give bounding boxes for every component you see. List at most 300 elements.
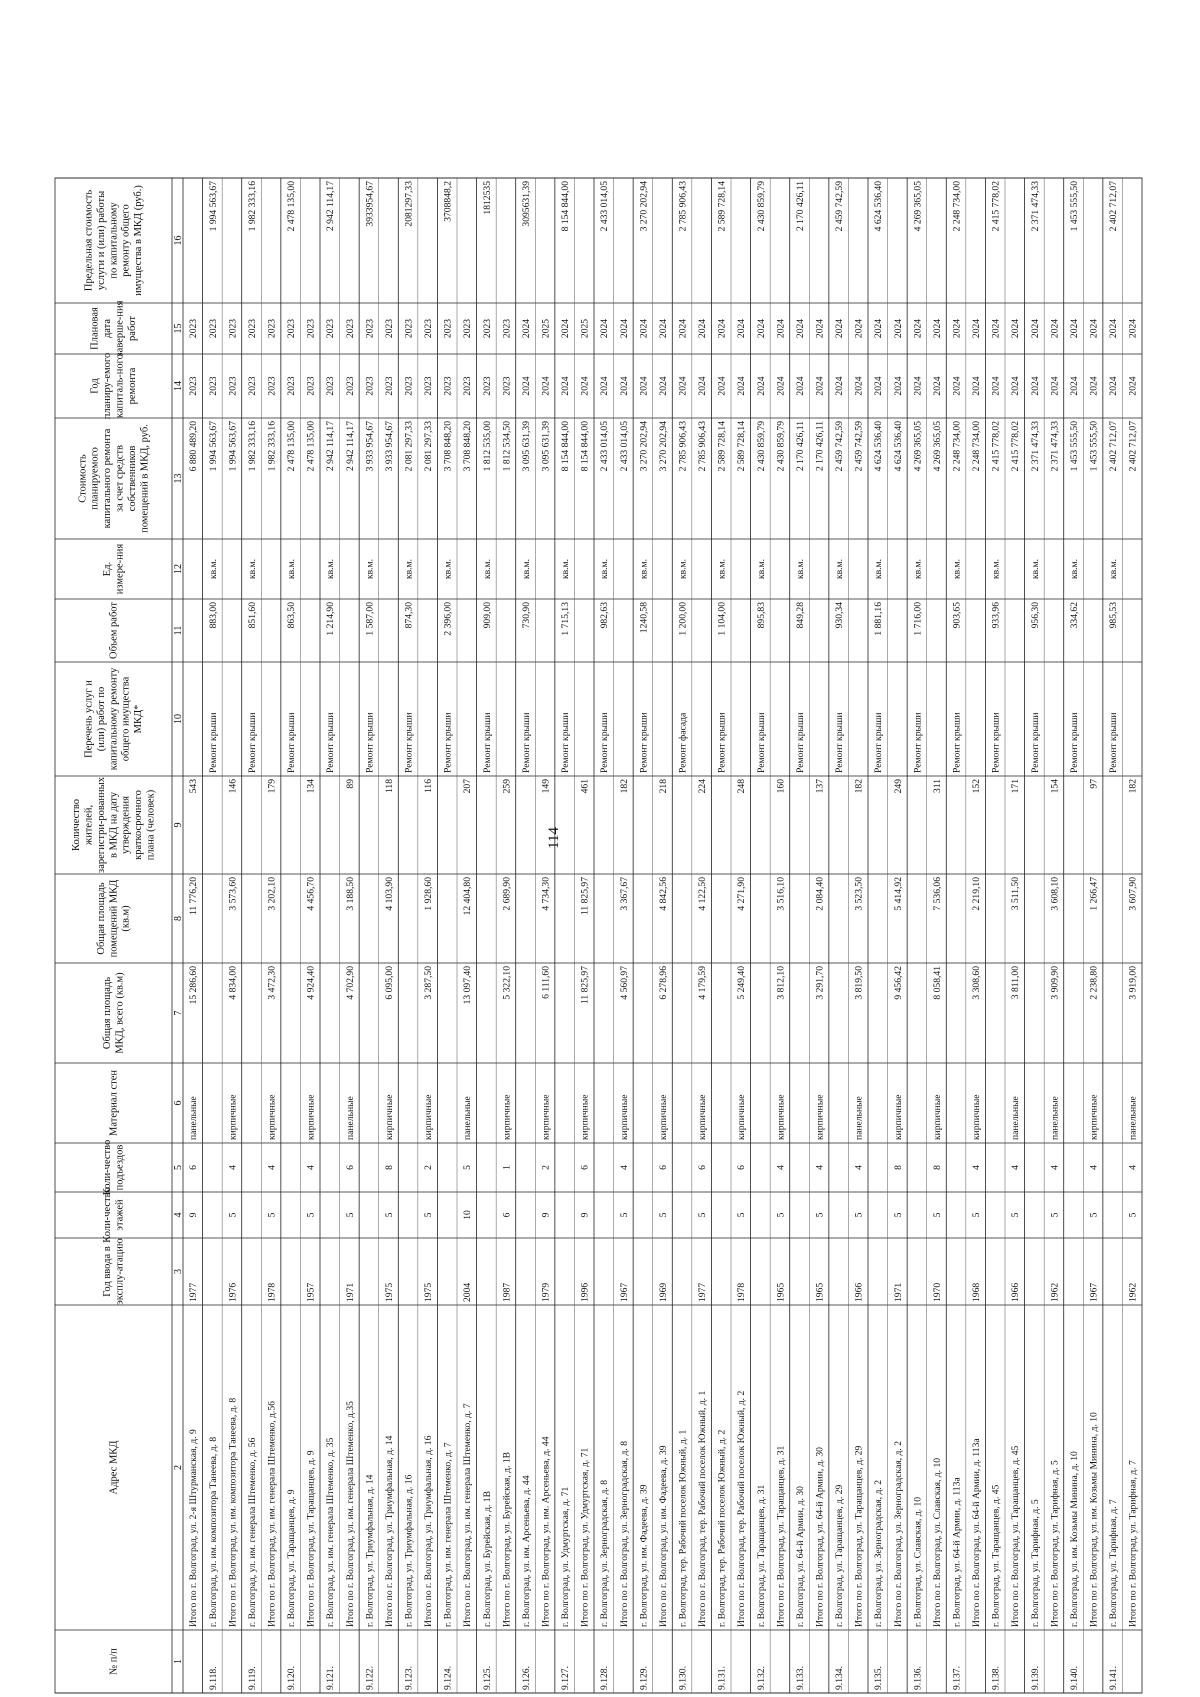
cell: 5 [971, 1212, 982, 1218]
cell: г. Волгоград, ул. им. генерала Штеменко, д. 7 [442, 1442, 454, 1627]
cell: 5 [462, 1165, 474, 1170]
cell: Ремонт крыши [246, 712, 258, 773]
cell: Ремонт крыши [794, 712, 806, 773]
cell: 134 [305, 779, 317, 794]
cell: 137 [814, 779, 826, 794]
cell: 6 [344, 1165, 356, 1170]
cell: 9.125. [481, 1666, 493, 1690]
cell: г. Волгоград, тер. Рабочий поселок Южный, д. 2 [716, 1429, 728, 1627]
cell: 2 589 728,14 [736, 421, 748, 472]
cell: 2024 [1068, 318, 1080, 339]
cell: 2 402 712,07 [1108, 421, 1119, 472]
cell: 1965 [775, 1282, 787, 1302]
cell: 3 270 202,94 [638, 181, 650, 232]
cell: 6 [501, 1212, 513, 1218]
cell: Итого по г. Волгоград, ул. Зерноградская, д. 2 [892, 1440, 904, 1627]
cell: 224 [697, 779, 708, 794]
cell: 1 982 333,16 [266, 421, 278, 472]
cell: 461 [579, 779, 591, 794]
cell: 9.140. [1068, 1666, 1080, 1690]
cell: 1969 [657, 1282, 669, 1302]
cell: 13 097,40 [462, 966, 474, 1005]
cell: 2024 [873, 376, 885, 396]
cell: 2024 [560, 318, 571, 339]
cell: 2023 [462, 318, 474, 339]
cell: 2025 [579, 318, 591, 339]
cell: 2024 [951, 318, 963, 339]
cell: 2023 [403, 376, 415, 396]
cell: 249 [892, 779, 904, 794]
cell: 3708848,2 [442, 181, 454, 222]
header-text: плана (человек) [145, 789, 157, 861]
header-text: имущества в МКД (руб.) [133, 185, 145, 296]
cell: г. Волгоград, ул. 64-й Армии, д. 30 [794, 1486, 806, 1627]
cell: 2024 [560, 376, 571, 396]
cell: 1 453 555,50 [1068, 421, 1080, 472]
header-text: зарегистри-рованных [95, 777, 107, 873]
cell: 2 170 426,11 [814, 421, 826, 472]
cell: 3 095 631,39 [540, 421, 552, 472]
cell: 3 708 848,20 [442, 421, 454, 472]
cell: кв.м. [873, 558, 885, 580]
cell: 1978 [266, 1282, 278, 1302]
cell: 2023 [344, 318, 356, 339]
header-text: Количество [71, 798, 83, 852]
cell: 118 [383, 779, 395, 794]
cell: 9.118. [207, 1666, 219, 1690]
cell: Ремонт крыши [286, 712, 297, 773]
cell: 4 [1010, 1165, 1022, 1170]
cell: кв.м. [364, 558, 376, 580]
cell: 5 [383, 1212, 395, 1218]
column-number: 10 [173, 714, 184, 724]
header-text: Предельная стоимость [83, 189, 95, 292]
header-text: Год [89, 378, 101, 394]
cell: кирпичные [736, 1094, 748, 1140]
cell: 1240,58 [638, 602, 650, 634]
header-text: Коли-чество [102, 1139, 114, 1196]
cell: 2 248 734,00 [971, 421, 982, 472]
cell: 2024 [1010, 376, 1022, 396]
cell: 2024 [990, 318, 1002, 339]
cell: Ремонт крыши [520, 712, 532, 773]
cell: Итого по г. Волгоград, ул. 2-я Штурманская, д. 9 [188, 1429, 200, 1627]
cell: 146 [227, 779, 239, 794]
cell: 1 266,47 [1088, 877, 1100, 911]
cell: 2025 [540, 318, 552, 339]
cell: 730,90 [520, 602, 532, 629]
cell: кв.м. [951, 558, 963, 580]
cell: 2024 [1029, 376, 1041, 396]
header-text: помещений МКД [108, 879, 120, 958]
cell: 11 825,97 [579, 966, 591, 1005]
cell: 3 607,90 [1127, 877, 1139, 911]
column-number: 6 [173, 1100, 184, 1106]
cell: 2 402 712,07 [1127, 421, 1139, 472]
cell: г. Волгоград, ул. 64-й Армии, д. 113а [951, 1477, 963, 1627]
cell: 149 [540, 779, 552, 794]
cell: Итого по г. Волгоград, ул. Тарифная, д. 5 [1049, 1460, 1061, 1627]
cell: 1978 [736, 1282, 748, 1302]
cell: 6 [579, 1165, 591, 1170]
cell: панельные [1127, 1096, 1139, 1140]
cell: 1 214,90 [325, 602, 337, 636]
cell: 4 269 365,05 [912, 421, 924, 472]
cell: 154 [1049, 779, 1061, 794]
cell: 2 430 859,79 [755, 181, 767, 232]
header-cell [108, 1070, 119, 1136]
cell: 1812535 [481, 181, 493, 215]
cell: кв.м. [481, 558, 493, 580]
cell: 2023 [344, 376, 356, 396]
cell: 1 715,13 [560, 602, 571, 636]
column-number: 3 [173, 1269, 184, 1274]
cell: кв.м. [560, 558, 571, 580]
cell: 3 472,30 [266, 966, 278, 1000]
cell: 4 560,97 [618, 966, 630, 1000]
cell: 8 154 844,00 [560, 181, 571, 232]
cell: 9.126. [520, 1666, 532, 1690]
cell: 2024 [892, 376, 904, 396]
cell: 2 248 734,00 [951, 181, 963, 232]
column-number: 12 [173, 564, 184, 574]
cell: 182 [618, 779, 630, 794]
cell: 2023 [383, 318, 395, 339]
cell: 10 [462, 1210, 474, 1220]
cell: 3 511,50 [1010, 877, 1022, 911]
cell: 5 [1049, 1212, 1061, 1218]
cell: 2024 [520, 318, 532, 339]
cell: 2024 [971, 376, 982, 396]
header-text: Объем работ [108, 602, 120, 659]
cell: 1 881,16 [873, 602, 885, 636]
cell: 2024 [697, 318, 708, 339]
cell: 2024 [1049, 318, 1061, 339]
header-cell [108, 1648, 119, 1675]
cell: Ремонт крыши [912, 712, 924, 773]
cell: 2024 [912, 318, 924, 339]
header-text: Стоимость [77, 454, 89, 503]
cell: 116 [423, 779, 434, 794]
cell: 2024 [579, 376, 591, 396]
cell: 9.141. [1108, 1666, 1119, 1690]
header-text: планиру-емого [102, 352, 114, 420]
cell: 2024 [677, 318, 689, 339]
cell: 2024 [716, 318, 728, 339]
header-text: капитального ремонта [102, 428, 114, 529]
cell: 1 982 333,16 [246, 181, 258, 232]
cell: 5 [423, 1212, 434, 1218]
cell: 6 [657, 1165, 669, 1170]
cell: Итого по г. Волгоград, ул. 64-й Армии, д. 113а [971, 1438, 982, 1627]
cell: 2 785 906,43 [697, 421, 708, 472]
cell: 4 179,59 [697, 966, 708, 1000]
cell: 3 095 631,39 [520, 421, 532, 472]
cell: Итого по г. Волгоград, ул. Триумфальная, д. 14 [383, 1435, 395, 1627]
cell: 849,28 [794, 602, 806, 629]
cell: 4 624 536,40 [892, 421, 904, 472]
cell: 97 [1088, 779, 1100, 789]
cell: 3 608,10 [1049, 877, 1061, 911]
header-text: услуги и (или) работы [95, 190, 107, 291]
cell: 2 402 712,07 [1108, 181, 1119, 232]
cell: 2024 [1127, 318, 1139, 339]
cell: Итого по г. Волгоград, ул. Триумфальная, д. 16 [423, 1435, 434, 1627]
cell: 2024 [814, 318, 826, 339]
cell: г. Волгоград, ул. Триумфальная, д. 16 [403, 1474, 415, 1627]
cell: 7 536,06 [931, 877, 943, 911]
cell: Итого по г. Волгоград, ул. им. генерала Штеменко, д.35 [344, 1401, 356, 1627]
cell: кирпичные [540, 1094, 552, 1140]
cell: 9.131. [716, 1666, 728, 1690]
cell: Итого по г. Волгоград, ул. Таращанцев, д. 9 [305, 1450, 317, 1627]
cell: г. Волгоград, ул. Таращанцев, д. 29 [834, 1484, 845, 1627]
cell: 1 994 563,67 [227, 421, 239, 472]
cell: Итого по г. Волгоград, ул. Бурейская, д. 1В [501, 1451, 513, 1627]
cell: 8 [383, 1165, 395, 1170]
cell: кв.м. [403, 558, 415, 580]
cell: 933,96 [990, 602, 1002, 629]
cell: 2081297,33 [403, 181, 415, 227]
header-text: капитальному ремонту [108, 667, 120, 771]
column-number: 4 [173, 1212, 184, 1218]
cell: 4 624 536,40 [873, 421, 885, 472]
header-text: по капитальному [108, 202, 120, 279]
cell: 4 [1088, 1165, 1100, 1170]
header-text: ремонту общего [120, 204, 132, 277]
cell: Ремонт крыши [716, 712, 728, 773]
header-text: этажей [114, 1199, 126, 1231]
cell: кв.м. [794, 558, 806, 580]
cell: 2024 [990, 376, 1002, 396]
cell: 2 219,10 [971, 877, 982, 911]
cell: 1977 [188, 1282, 200, 1302]
cell: 2024 [814, 376, 826, 396]
cell: г. Волгоград, ул. Бурейская, д. 1В [481, 1491, 493, 1627]
cell: 2 459 742,59 [834, 421, 845, 472]
cell: 9.122. [364, 1666, 376, 1690]
header-text: (кв.м) [120, 905, 132, 932]
cell: 5 [853, 1212, 865, 1218]
cell: 2023 [305, 318, 317, 339]
cell: 1 104,00 [716, 602, 728, 636]
cell: кв.м. [442, 558, 454, 580]
cell: 8 058,41 [931, 966, 943, 1000]
cell: 2024 [618, 376, 630, 396]
cell: 2 248 734,00 [951, 421, 963, 472]
cell: кв.м. [990, 558, 1002, 580]
cell: 2004 [462, 1282, 474, 1302]
cell: 4 [266, 1165, 278, 1170]
cell: 2 170 426,11 [794, 181, 806, 232]
cell: 1957 [305, 1282, 317, 1302]
cell: 6 [736, 1165, 748, 1170]
cell: Итого по г. Волгоград, ул. Таращанцев, д. 45 [1010, 1445, 1022, 1627]
header-text: работ [126, 316, 138, 341]
cell: 9.127. [560, 1666, 571, 1690]
cell: кв.м. [286, 558, 297, 580]
cell: кирпичные [775, 1094, 787, 1140]
header-text: МКД, всего (кв.м) [114, 972, 126, 1054]
cell: кирпичные [501, 1094, 513, 1140]
cell: кирпичные [305, 1094, 317, 1140]
cell: 1967 [1088, 1282, 1100, 1302]
cell: 2 478 135,00 [305, 421, 317, 472]
cell: 2023 [286, 318, 297, 339]
header-text: собственников [126, 445, 138, 512]
cell: 2024 [736, 318, 748, 339]
cell: кирпичные [423, 1094, 434, 1140]
cell: кирпичные [266, 1094, 278, 1140]
cell: 4 [227, 1165, 239, 1170]
cell: 1962 [1049, 1282, 1061, 1302]
cell: 9.128. [599, 1666, 611, 1690]
cell: 2023 [207, 376, 219, 396]
cell: Ремонт крыши [364, 712, 376, 773]
cell: 4 [814, 1165, 826, 1170]
header-cell [102, 972, 125, 1054]
cell: 5 [1127, 1212, 1139, 1218]
cell: 1971 [892, 1282, 904, 1302]
cell: г. Волгоград, ул. Тарифная, д. 7 [1108, 1499, 1119, 1627]
cell: 2023 [286, 376, 297, 396]
cell: 5 [1088, 1212, 1100, 1218]
cell: 2024 [775, 376, 787, 396]
header-text: заверше-ния [114, 300, 126, 357]
cell: 1 453 555,50 [1088, 421, 1100, 472]
cell: 2023 [383, 376, 395, 396]
cell: 3 270 202,94 [638, 421, 650, 472]
cell: 5 249,40 [736, 966, 748, 1000]
cell: г. Волгоград, ул. Тарифная, д. 5 [1029, 1499, 1041, 1627]
cell: 8 [892, 1165, 904, 1170]
cell: 3 573,60 [227, 877, 239, 911]
cell: кирпичные [971, 1094, 982, 1140]
cell: 2 371 474,33 [1029, 181, 1041, 232]
cell: 11 825,97 [579, 877, 591, 916]
cell: 4 269 365,05 [931, 421, 943, 472]
header-text: краткосрочного [133, 790, 145, 860]
cell: 1996 [579, 1282, 591, 1302]
header-text: Ед. [102, 561, 114, 577]
cell: 5 [266, 1212, 278, 1218]
cell: 2024 [599, 318, 611, 339]
cell: г. Волгоград, ул. им. Козьмы Минина, д. 10 [1068, 1451, 1080, 1627]
cell: Итого по г. Волгоград, ул. Тарифная, д. 7 [1127, 1460, 1139, 1627]
cell: Итого по г. Волгоград, ул. Удмуртская, д. 71 [579, 1447, 591, 1627]
cell: 2023 [266, 318, 278, 339]
cell: 2024 [1088, 318, 1100, 339]
cell: 9.136. [912, 1666, 924, 1690]
cell: Ремонт крыши [834, 712, 845, 773]
cell: 160 [775, 779, 787, 794]
column-number: 16 [173, 235, 184, 246]
cell: 2024 [1049, 376, 1061, 396]
cell: 1 587,00 [364, 602, 376, 636]
cell: 982,63 [599, 602, 611, 629]
cell: 1 [501, 1165, 513, 1170]
cell: 9 456,42 [892, 966, 904, 1000]
cell: 2023 [442, 376, 454, 396]
cell: 4 [1127, 1165, 1139, 1170]
column-number: 15 [173, 323, 184, 334]
cell: 2024 [834, 318, 845, 339]
cell: 2023 [501, 376, 513, 396]
cell: Итого по г. Волгоград, ул. им. генерала Штеменко, д.56 [266, 1401, 278, 1627]
cell: 9.123. [403, 1666, 415, 1690]
cell: 9.130. [677, 1666, 689, 1690]
cell: 5 [814, 1212, 826, 1218]
cell: 4 269 365,05 [912, 181, 924, 232]
cell: 903,65 [951, 602, 963, 629]
cell: 5 [344, 1212, 356, 1218]
cell: кирпичные [227, 1094, 239, 1140]
cell: 9.133. [794, 1666, 806, 1690]
cell: 2023 [325, 318, 337, 339]
cell: 2024 [638, 318, 650, 339]
header-text: (или) работ по [95, 686, 107, 752]
cell: 3 367,67 [618, 877, 630, 911]
cell: 2 [423, 1165, 434, 1170]
cell: 5 [775, 1212, 787, 1218]
cell: 311 [931, 779, 943, 794]
cell: 9 [188, 1212, 200, 1218]
cell: 182 [853, 779, 865, 794]
header-cell [108, 602, 119, 659]
header-text: за счет средств [114, 444, 126, 513]
cell: 4 834,00 [227, 966, 239, 1000]
cell: 4 842,56 [657, 877, 669, 911]
cell: 2 589 728,14 [716, 421, 728, 472]
cell: 2023 [188, 318, 200, 339]
cell: 9.119. [246, 1666, 258, 1690]
cell: 4 924,40 [305, 966, 317, 1000]
cell: 2024 [794, 318, 806, 339]
cell: 5 [697, 1212, 708, 1218]
cell: 12 404,80 [462, 877, 474, 916]
cell: 2023 [266, 376, 278, 396]
cell: кв.м. [638, 558, 650, 580]
cell: 8 154 844,00 [579, 421, 591, 472]
cell: 9.138. [990, 1666, 1002, 1690]
cell: кв.м. [1029, 558, 1041, 580]
cell: Ремонт крыши [481, 712, 493, 773]
column-number: 7 [173, 1010, 184, 1016]
cell: 9.124. [442, 1666, 454, 1690]
cell: 218 [657, 779, 669, 794]
cell: 1971 [344, 1282, 356, 1302]
cell: 2 785 906,43 [677, 181, 689, 232]
cell: 3 909,90 [1049, 966, 1061, 1000]
cell: 2024 [520, 376, 532, 396]
cell: 2023 [423, 376, 434, 396]
cell: 9.137. [951, 1666, 963, 1690]
cell: кв.м. [599, 558, 611, 580]
cell: 3933954,67 [364, 181, 376, 227]
cell: 2 371 474,33 [1029, 421, 1041, 472]
cell: 4 122,50 [697, 877, 708, 911]
cell: 4 702,90 [344, 966, 356, 1000]
cell: 2024 [657, 376, 669, 396]
header-cell [102, 1238, 125, 1305]
cell: 1 453 555,50 [1068, 181, 1080, 232]
cell: 2023 [462, 376, 474, 396]
header-text: помещений в МКД, руб. [139, 424, 151, 533]
cell: 6 278,96 [657, 966, 669, 1000]
cell: 2 478 135,00 [286, 421, 297, 472]
header-text: Общая площадь [102, 976, 114, 1050]
cell: 9.132. [755, 1666, 767, 1690]
